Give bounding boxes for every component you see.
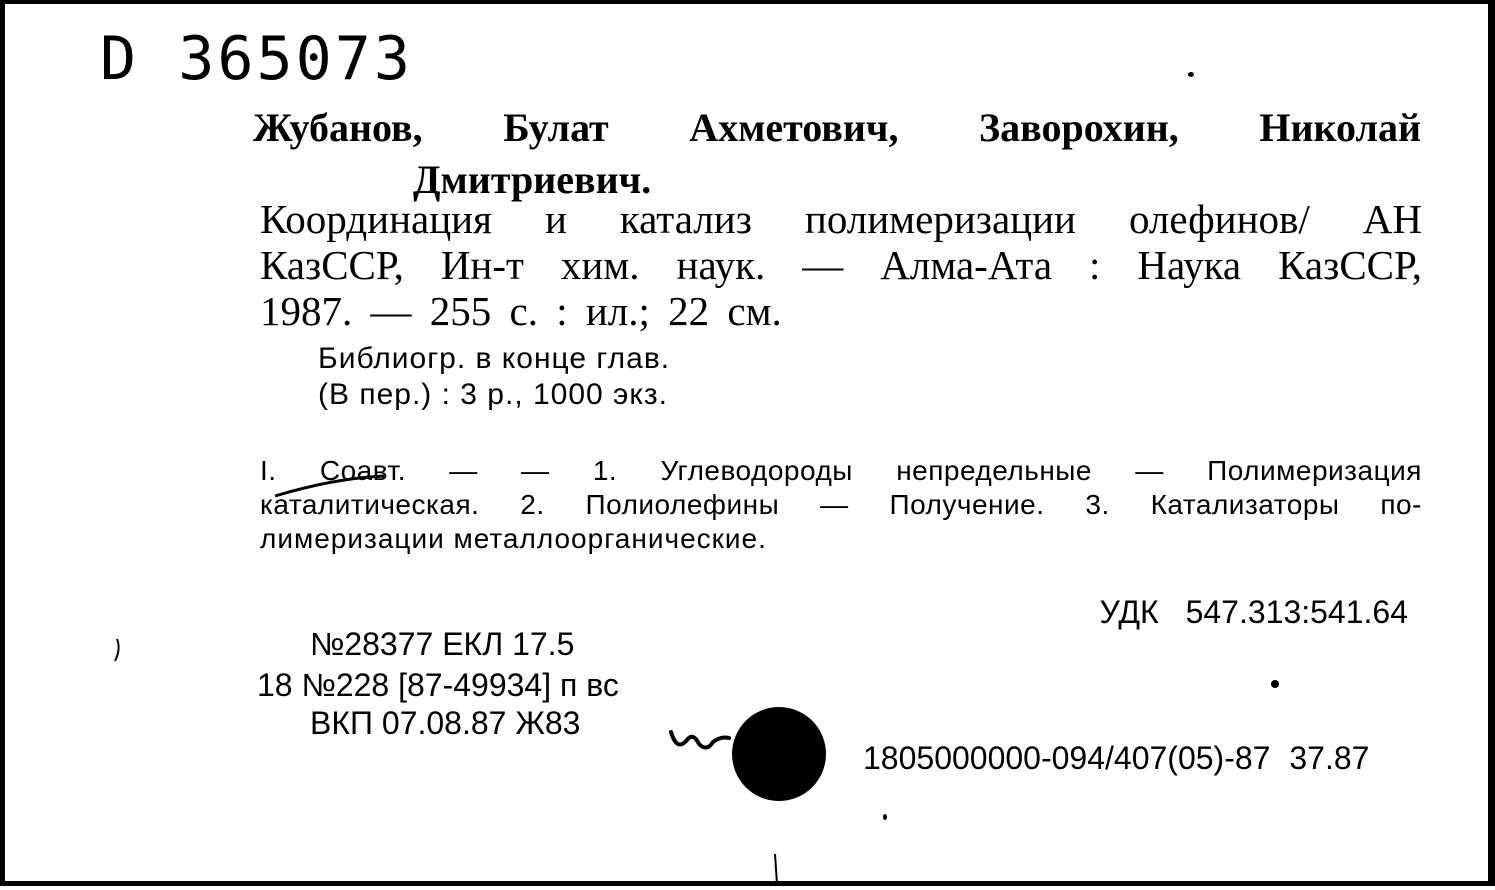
title-word: КазССР, [260,242,404,288]
subject-word: 2. [520,489,545,520]
subject-word: 1. [592,455,618,486]
title-word: АН [1362,196,1422,242]
subject-word: — [521,455,550,486]
speck [1271,680,1279,688]
title-word: КазССР, [1278,242,1422,288]
authors-line-2: Дмитриевич. [413,157,652,202]
bibliography-note: Библиогр. в конце глав. [318,342,671,375]
subject-word: Полиолефины [585,489,780,520]
title-word: Алма-Ата [880,242,1053,288]
title-word: полимеризации [804,196,1076,242]
title-line-3: 1987. — 255 с. : ил.; 22 см. [260,288,782,334]
subject-word: 3. [1085,489,1110,520]
udc-classification: УДК 547.313:541.64 [1099,594,1408,630]
subjects-line-3: лимеризации металлоорганические. [260,523,767,554]
title-word: — [802,242,844,288]
price-note: (В пер.) : 3 р., 1000 экз. [318,378,668,411]
call-number: D 365073 [100,24,413,94]
author-word: Ахметович, [689,105,899,150]
title-word: Ин-т [440,242,524,288]
subject-word: Углеводороды [660,455,853,486]
subject-word: Катализаторы [1150,489,1340,520]
title-word: : [1089,242,1101,288]
speck [1188,72,1194,77]
subject-word: каталитическая. [260,489,480,520]
registration-line-1: №28377 ЕКЛ 17.5 [310,626,575,662]
title-word: и [544,196,567,242]
author-word: Жубанов, [253,105,423,150]
subject-word: — [1135,455,1164,486]
subject-word: Полимеризация [1207,455,1422,486]
handwritten-marks [5,4,1495,890]
title-word: наук. [676,242,766,288]
title-word: Координация [260,196,492,242]
title-word: Наука [1137,242,1242,288]
author-word: Николай [1259,105,1421,150]
registration-line-2: 18 №228 [87-49934] п вс [257,667,619,703]
subject-word: — [449,455,478,486]
isbn-code: 1805000000-094/407(05)-87 37.87 [863,740,1370,776]
subject-word: по- [1380,489,1422,520]
subject-word: I. [260,455,277,486]
title-word: олефинов/ [1128,196,1310,242]
author-word: Булат [503,105,609,150]
subject-word: — [820,489,849,520]
registration-line-3: ВКП 07.08.87 Ж83 [310,705,581,741]
subject-word: непредельные [896,455,1092,486]
speck [883,814,887,820]
subject-word: Получение. [889,489,1045,520]
author-word: Заворохин, [979,105,1179,150]
title-word: катализ [619,196,752,242]
subject-word: Соавт. [319,455,406,486]
title-word: хим. [560,242,640,288]
